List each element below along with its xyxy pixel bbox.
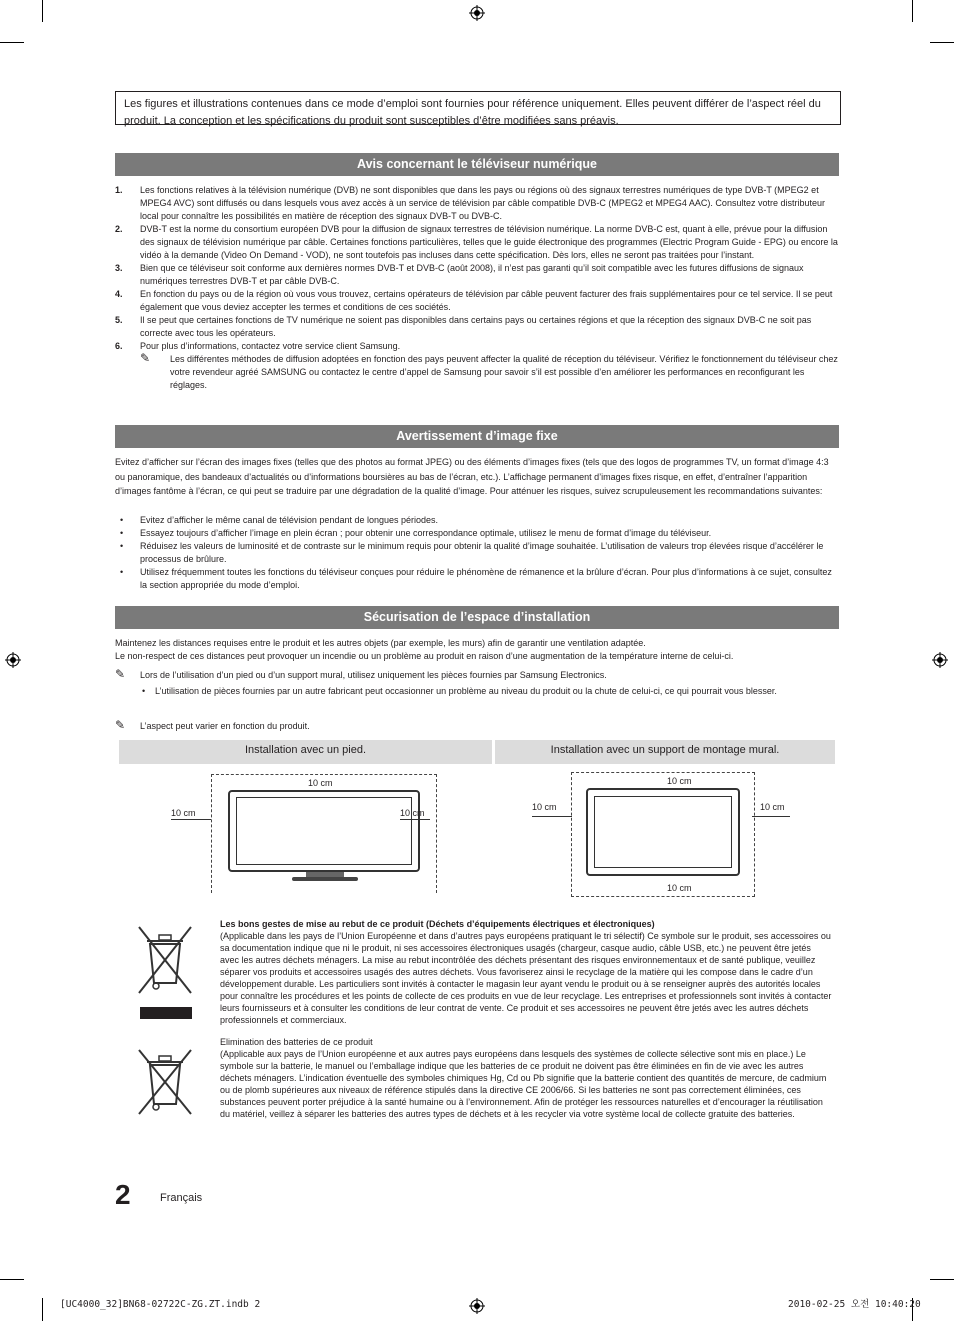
note-item bbox=[115, 353, 839, 392]
registration-mark-icon bbox=[469, 1298, 485, 1314]
bullet: • bbox=[120, 515, 124, 525]
pencil-note-icon: ✎ bbox=[140, 351, 151, 365]
installation-note-1 bbox=[115, 669, 839, 698]
item-number: 4. bbox=[115, 289, 123, 299]
battery-disposal-text bbox=[220, 1036, 832, 1120]
dimension-leader bbox=[400, 819, 430, 820]
digital-tv-list bbox=[115, 184, 839, 392]
crop-mark bbox=[0, 1279, 24, 1280]
section-title-installation: Sécurisation de l’espace d’installation bbox=[115, 606, 839, 629]
item-text: Il se peut que certaines fonctions de TV numérique ne soient pas disponibles dans certains pays ou certaines régions et que la réception des signaux DVB-C ne soit pas correcte avec tous les opérateurs. bbox=[140, 315, 812, 338]
list-item bbox=[115, 540, 839, 566]
bullet-text: L’utilisation de pièces fournies par un autre fabricant peut occasionner un problème au niveau du produit ou la chute de celui-ci, ce qui pourrait vous blesser. bbox=[155, 686, 777, 696]
item-number: 3. bbox=[115, 263, 123, 273]
list-item bbox=[115, 314, 839, 340]
battery-body: (Applicable aux pays de l’Union européenne et aux autres pays européens dans lesquels des systèmes de collecte sélective sont mis en place.) Le symbole sur la batterie, le manuel ou l’emballage indique que les batteries de ce produit ne doivent pas être éliminées en fin de vie avec les autres déchets ménagers. L’indication éventuelle des symboles chimiques Hg, Cd ou Pb signifie que la batterie contient des quantités de mercure, de cadmium ou de plomb supérieures aux niveaux de référence stipulés dans la directive CE 2006/66. Si les batteries ne sont pas correctement éliminées, ces substances peuvent porter préjudice à la santé humaine ou à l’environnement. Afin de protéger les ressources naturelles et d’encourager la réutilisation du matériel, veillez à séparer les batteries des autres types de déchets et à les recycler via votre système local de collecte gratuite des batteries. bbox=[220, 1049, 827, 1119]
dimension-leader bbox=[532, 816, 572, 817]
bullet-text: Evitez d’afficher le même canal de télévision pendant de longues périodes. bbox=[140, 515, 439, 525]
note-text: L’aspect peut varier en fonction du produit. bbox=[140, 721, 310, 731]
registration-mark-icon bbox=[469, 5, 485, 21]
bullet: • bbox=[120, 567, 124, 577]
dimension-left: 10 cm bbox=[532, 802, 557, 812]
list-item bbox=[115, 288, 839, 314]
item-number: 2. bbox=[115, 224, 123, 234]
still-image-bullets bbox=[115, 514, 839, 592]
tv-screen bbox=[594, 796, 732, 868]
tv-stand-base bbox=[292, 877, 358, 881]
bullet: • bbox=[120, 541, 124, 551]
still-image-intro: Evitez d’afficher sur l’écran des images fixes (telles que des photos au format JPEG) ou des éléments d’images fixes (tels que des logos de programmes TV, un format d’image 4:3 ou panoramique, des bandeaux d’actualités ou d’informations boursières au bas de l’écran, etc.). L’affichage permanent d’images fixes risque, en effet, d’entraîner l’apparition d’images fantôme à l’écran, ce qui peut se traduire par une dégradation de la qualité d’image. Pour atténuer les risques, suivez scrupuleusement les recommandations suivantes: bbox=[115, 457, 829, 496]
item-text: Les fonctions relatives à la télévision numérique (DVB) ne sont disponibles que dans les pays ou régions où des signaux terrestres numériques de type DVB-T (MPEG2 et MPEG4 AVC) sont diffusés ou dans lesquels vous avez accès à un service de télévision par câble compatible DVB-C (MPEG2 et MPEG4 AAC). Consultez votre distributeur local pour connaître les possibilités en matière de réception des signaux DVB-T ou DVB-C. bbox=[140, 185, 825, 221]
note-text: Lors de l’utilisation d’un pied ou d’un support mural, utilisez uniquement les pièces fournies par Samsung Electronics. bbox=[140, 670, 607, 680]
dimension-right: 10 cm bbox=[400, 808, 425, 818]
crop-mark bbox=[930, 1279, 954, 1280]
bullet-text: Essayez toujours d’afficher l’image en plein écran ; pour obtenir une correspondance optimale, utilisez le menu de format d’image du téléviseur. bbox=[140, 528, 712, 538]
dimension-right: 10 cm bbox=[760, 802, 785, 812]
note bbox=[140, 353, 839, 392]
crop-mark bbox=[930, 42, 954, 43]
disclaimer-box: Les figures et illustrations contenues dans ce mode d’emploi sont fournies pour référence uniquement. Elles peuvent différer de l’aspect réel du produit. La conception et les spécifications du produit sont susceptibles d’être modifiées sans préavis. bbox=[115, 91, 841, 125]
item-text: DVB-T est la norme du consortium européen DVB pour la diffusion de signaux terrestres de télévision numérique. La norme DVB-C est, quant à elle, prévue pour la diffusion des signaux de télévision numérique par câble. Certaines fonctions particulières, telles que le guide électronique des programmes (Electric Program Guide - EPG) ou encore la vidéo à la demande (Video On Demand - VOD), ne sont toutefois pas incluses dans cette spécification. Dès lors, elles ne seront pas traitées pour l’instant. bbox=[140, 224, 838, 260]
registration-mark-icon bbox=[932, 652, 948, 668]
bullet-text: Réduisez les valeurs de luminosité et de contraste sur le minimum requis pour obtenir la qualité d’image souhaitée. L’utilisation de valeurs trop élevées risque d’accélérer le processus de brûlure. bbox=[140, 541, 824, 564]
dimension-top: 10 cm bbox=[308, 778, 333, 788]
list-item bbox=[115, 566, 839, 592]
bullet: • bbox=[120, 528, 124, 538]
dimension-top: 10 cm bbox=[667, 776, 692, 786]
dimension-left: 10 cm bbox=[171, 808, 196, 818]
installation-text-1: Maintenez les distances requises entre le produit et les autres objets (par exemple, les murs) afin de garantir une ventilation adaptée. bbox=[115, 638, 646, 648]
pencil-note-icon: ✎ bbox=[115, 667, 126, 681]
page-number: 2 bbox=[115, 1179, 131, 1210]
list-item bbox=[115, 340, 839, 353]
crossed-out-wheelie-bin-icon bbox=[135, 1048, 195, 1118]
installation-note-2 bbox=[115, 720, 839, 733]
section-title-still-image: Avertissement d’image fixe bbox=[115, 425, 839, 448]
note-text: Les différentes méthodes de diffusion adoptées en fonction des pays peuvent affecter la qualité de réception du téléviseur. Vérifiez le fonctionnement du téléviseur chez votre revendeur agréé SAMSUNG ou contactez le centre d’appel de Samsung pour savoir s’il est possible d’en améliorer les performances en reconfigurant les réglages. bbox=[170, 354, 838, 390]
print-slug-date: 2010-02-25 오전 10:40:20 bbox=[788, 1299, 921, 1310]
item-number: 5. bbox=[115, 315, 123, 325]
list-item bbox=[115, 223, 839, 262]
pencil-note-icon: ✎ bbox=[115, 718, 126, 732]
dimension-leader bbox=[752, 816, 790, 817]
weee-title: Les bons gestes de mise au rebut de ce produit (Déchets d’équipements électriques et électroniques) bbox=[220, 919, 655, 929]
weee-body: (Applicable dans les pays de l’Union Européenne et dans d’autres pays européens pratiquant le tri sélectif) Ce symbole sur le produit, ses accessoires ou sa documentation indique que ni le produit, ni ses accessoires électroniques usagés (chargeur, casque audio, câble USB, etc.) ne peuvent être jetés avec les autres déchets ménagers. La mise au rebut incontrôlée des déchets présentant des risques environnementaux et de santé publique, veuillez séparer vos produits et accessoires usagés des autres déchets. Vous favoriserez ainsi le recyclage de la matière qui les compose dans le cadre d’un développement durable. Les particuliers sont invités à contacter le magasin leur ayant vendu le produit ou à se renseigner auprès des autorités locales pour connaître les procédures et les points de collecte de ces produits en vue de leur recyclage. Les entreprises et professionnels sont invités à contacter leurs fournisseurs et à consulter les conditions de leur contrat de vente. Ce produit et ses accessoires ne peuvent être jetés avec les autres déchets professionnels et commerciaux. bbox=[220, 931, 832, 1025]
item-number: 6. bbox=[115, 341, 123, 351]
item-text: Pour plus d’informations, contactez votre service client Samsung. bbox=[140, 341, 401, 351]
registration-mark-icon bbox=[5, 652, 21, 668]
tv-screen bbox=[236, 797, 412, 865]
installation-text-2: Le non-respect de ces distances peut provoquer un incendie ou un problème au produit en raison d’une augmentation de la température interne de celui-ci. bbox=[115, 651, 734, 661]
stand-install-label: Installation avec un pied. bbox=[119, 740, 492, 764]
bullet-text: Utilisez fréquemment toutes les fonctions du téléviseur conçues pour réduire le phénomène de rémanence et la brûlure d’écran. Pour plus d’informations à ce sujet, consultez la section appropriée du mode d’emploi. bbox=[140, 567, 832, 590]
item-text: En fonction du pays ou de la région où vous vous trouvez, certains opérateurs de télévision par câble peuvent facturer des frais supplémentaires pour ce tel service. Il se peut également que vous deviez accepter les termes et conditions de ces sociétés. bbox=[140, 289, 833, 312]
list-item bbox=[115, 514, 839, 527]
dimension-bottom: 10 cm bbox=[667, 883, 692, 893]
weee-disposal-text bbox=[220, 918, 832, 1026]
crop-mark bbox=[0, 42, 24, 43]
bullet: • bbox=[142, 686, 146, 696]
list-item bbox=[115, 184, 839, 223]
print-slug-file: [UC4000_32]BN68-02722C-ZG.ZT.indb 2 bbox=[60, 1299, 261, 1310]
page-language: Français bbox=[160, 1192, 203, 1204]
crop-mark bbox=[42, 0, 43, 22]
item-number: 1. bbox=[115, 185, 123, 195]
list-item bbox=[115, 262, 839, 288]
note-bullet bbox=[115, 685, 815, 698]
section-title-digital-tv: Avis concernant le téléviseur numérique bbox=[115, 153, 839, 176]
crop-mark bbox=[912, 0, 913, 22]
crossed-out-wheelie-bin-icon bbox=[135, 923, 195, 1021]
crop-mark bbox=[42, 1298, 43, 1321]
battery-title: Elimination des batteries de ce produit bbox=[220, 1037, 373, 1047]
item-text: Bien que ce téléviseur soit conforme aux dernières normes DVB-T et DVB-C (août 2008), il n’est pas garanti qu’il soit compatible avec les futures diffusions de signaux numériques terrestres DVB-T et par câble DVB-C. bbox=[140, 263, 804, 286]
list-item bbox=[115, 527, 839, 540]
wall-install-label: Installation avec un support de montage mural. bbox=[495, 740, 835, 764]
dimension-leader bbox=[171, 819, 211, 820]
